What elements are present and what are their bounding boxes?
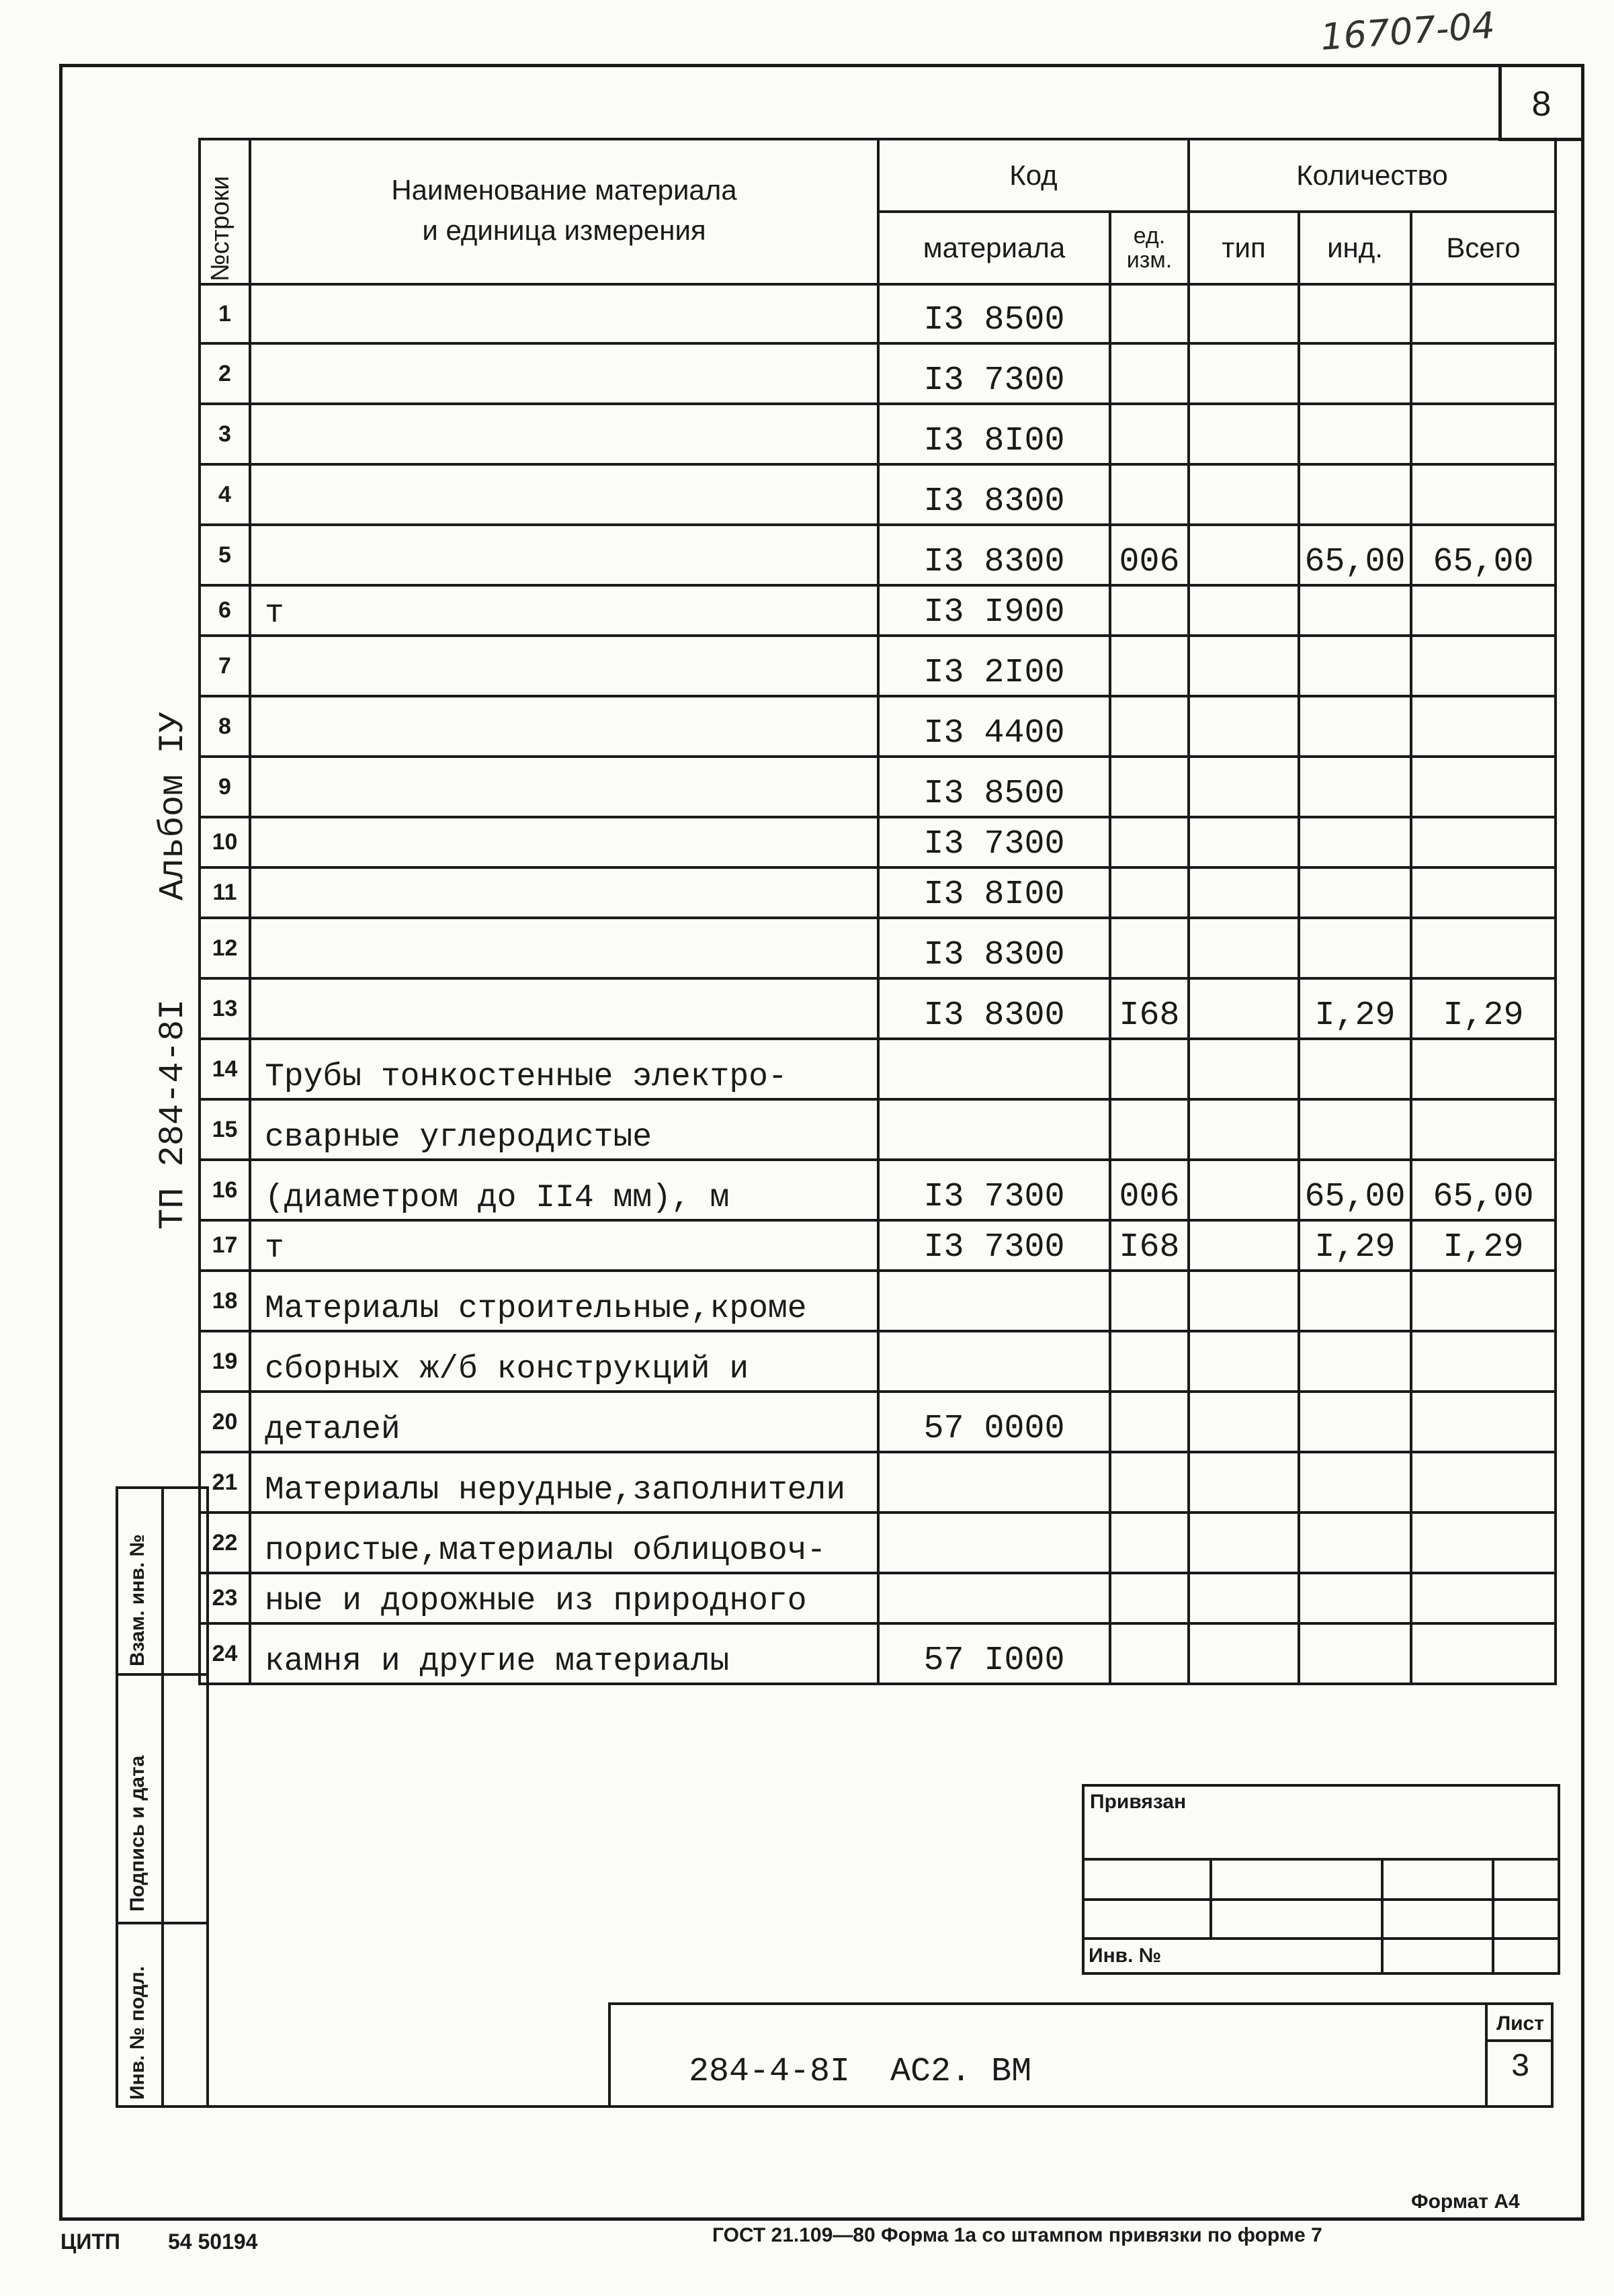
row-number: 24 xyxy=(200,1623,250,1684)
row-qty-ind xyxy=(1299,284,1411,343)
row-qty-ind xyxy=(1299,757,1411,817)
row-name: т xyxy=(250,1220,878,1271)
table-row xyxy=(200,1331,1556,1392)
row-code-material xyxy=(878,1452,1110,1513)
row-qty-type xyxy=(1189,1099,1299,1160)
row-qty-type xyxy=(1189,284,1299,343)
row-name: сварные углеродистые xyxy=(250,1099,878,1160)
row-name: ные и дорожные из природного xyxy=(250,1573,878,1623)
row-code-unit xyxy=(1110,1271,1189,1331)
row-code-unit xyxy=(1110,918,1189,978)
footer-org: ЦИТП xyxy=(60,2229,120,2254)
table-row xyxy=(200,585,1556,636)
binding-stamp xyxy=(1082,1784,1560,1975)
header-code: Код xyxy=(878,139,1189,212)
row-qty-ind: I,29 xyxy=(1299,978,1411,1039)
header-code-material: материала xyxy=(878,212,1110,284)
row-number: 3 xyxy=(200,404,250,464)
row-number: 6 xyxy=(200,585,250,636)
row-qty-type xyxy=(1189,404,1299,464)
row-qty-total xyxy=(1411,1099,1556,1160)
row-code-unit xyxy=(1110,1623,1189,1684)
row-code-material xyxy=(878,1039,1110,1099)
row-qty-type xyxy=(1189,464,1299,525)
row-name xyxy=(250,918,878,978)
row-qty-total xyxy=(1411,817,1556,867)
margin-vzam-inv: Взам. инв. № xyxy=(126,1534,148,1666)
row-qty-total xyxy=(1411,918,1556,978)
row-number: 14 xyxy=(200,1039,250,1099)
row-qty-ind: 65,00 xyxy=(1299,525,1411,585)
row-qty-type xyxy=(1189,978,1299,1039)
footer-org-code: 54 50194 xyxy=(168,2229,258,2254)
row-code-unit xyxy=(1110,585,1189,636)
row-qty-total xyxy=(1411,284,1556,343)
table-row xyxy=(200,343,1556,404)
row-code-material xyxy=(878,1099,1110,1160)
row-number: 1 xyxy=(200,284,250,343)
row-qty-total xyxy=(1411,1623,1556,1684)
row-number: 11 xyxy=(200,867,250,918)
row-number: 17 xyxy=(200,1220,250,1271)
row-code-material: I3 8300 xyxy=(878,525,1110,585)
header-name xyxy=(250,139,878,284)
row-number: 15 xyxy=(200,1099,250,1160)
row-code-material: 57 0000 xyxy=(878,1392,1110,1452)
table-row xyxy=(200,1623,1556,1684)
row-code-material: I3 7300 xyxy=(878,343,1110,404)
row-name: т xyxy=(250,585,878,636)
row-code-material: I3 I900 xyxy=(878,585,1110,636)
table-row xyxy=(200,1271,1556,1331)
page-box-number: 8 xyxy=(1531,85,1552,124)
row-code-unit xyxy=(1110,1099,1189,1160)
row-qty-total xyxy=(1411,757,1556,817)
row-name xyxy=(250,867,878,918)
row-number: 2 xyxy=(200,343,250,404)
row-number: 9 xyxy=(200,757,250,817)
row-name xyxy=(250,464,878,525)
row-name xyxy=(250,284,878,343)
row-qty-type xyxy=(1189,585,1299,636)
stamp-inv-no: Инв. № xyxy=(1083,1939,1382,1973)
row-code-unit: 006 xyxy=(1110,525,1189,585)
row-number: 7 xyxy=(200,636,250,696)
table-row xyxy=(200,464,1556,525)
row-qty-ind xyxy=(1299,867,1411,918)
row-qty-ind xyxy=(1299,636,1411,696)
row-qty-total: I,29 xyxy=(1411,978,1556,1039)
row-qty-ind xyxy=(1299,1392,1411,1452)
row-code-unit xyxy=(1110,1573,1189,1623)
row-qty-type xyxy=(1189,867,1299,918)
side-label-tp: ТП 284-4-8I xyxy=(153,998,193,1230)
row-qty-ind xyxy=(1299,1513,1411,1573)
row-number: 21 xyxy=(200,1452,250,1513)
row-qty-type xyxy=(1189,1220,1299,1271)
table-row xyxy=(200,1573,1556,1623)
table-row xyxy=(200,284,1556,343)
row-code-unit xyxy=(1110,464,1189,525)
row-code-unit xyxy=(1110,636,1189,696)
row-qty-total: 65,00 xyxy=(1411,1160,1556,1220)
table-row xyxy=(200,1392,1556,1452)
row-code-unit xyxy=(1110,817,1189,867)
row-qty-ind xyxy=(1299,343,1411,404)
table-row xyxy=(200,978,1556,1039)
title-list-value: 3 xyxy=(1511,2049,1530,2086)
row-code-unit xyxy=(1110,284,1189,343)
title-list-label: Лист xyxy=(1496,2012,1544,2035)
header-qty-ind: инд. xyxy=(1299,212,1411,284)
table-row xyxy=(200,636,1556,696)
row-qty-total xyxy=(1411,1271,1556,1331)
row-code-material: I3 8500 xyxy=(878,284,1110,343)
row-qty-type xyxy=(1189,1573,1299,1623)
row-qty-ind xyxy=(1299,1271,1411,1331)
header-qty-total: Всего xyxy=(1411,212,1556,284)
row-number: 23 xyxy=(200,1573,250,1623)
row-qty-total xyxy=(1411,636,1556,696)
row-name: Трубы тонкостенные электро- xyxy=(250,1039,878,1099)
row-qty-ind xyxy=(1299,1623,1411,1684)
row-number: 22 xyxy=(200,1513,250,1573)
row-qty-type xyxy=(1189,343,1299,404)
archive-number: 16707-04 xyxy=(1319,4,1496,58)
bottom-frame-left xyxy=(206,1486,209,2108)
row-code-unit xyxy=(1110,1392,1189,1452)
row-code-material xyxy=(878,1573,1110,1623)
row-qty-total xyxy=(1411,1513,1556,1573)
table-row xyxy=(200,1039,1556,1099)
row-number: 8 xyxy=(200,696,250,757)
table-row xyxy=(200,404,1556,464)
row-qty-ind: 65,00 xyxy=(1299,1160,1411,1220)
row-qty-total xyxy=(1411,1392,1556,1452)
row-code-material: I3 7300 xyxy=(878,817,1110,867)
header-row-no: №строки xyxy=(200,139,250,284)
row-qty-type xyxy=(1189,1392,1299,1452)
row-qty-type xyxy=(1189,817,1299,867)
row-name xyxy=(250,696,878,757)
row-qty-total xyxy=(1411,867,1556,918)
table-row xyxy=(200,525,1556,585)
row-code-material: I3 8I00 xyxy=(878,867,1110,918)
table-row xyxy=(200,1452,1556,1513)
row-qty-total xyxy=(1411,343,1556,404)
row-qty-total: I,29 xyxy=(1411,1220,1556,1271)
row-code-unit xyxy=(1110,867,1189,918)
row-code-material: I3 8I00 xyxy=(878,404,1110,464)
row-qty-ind xyxy=(1299,464,1411,525)
row-qty-total xyxy=(1411,1331,1556,1392)
row-code-unit xyxy=(1110,343,1189,404)
row-name xyxy=(250,343,878,404)
table-row xyxy=(200,817,1556,867)
row-qty-ind xyxy=(1299,1331,1411,1392)
row-name xyxy=(250,525,878,585)
table-row xyxy=(200,696,1556,757)
table-row xyxy=(200,1160,1556,1220)
row-code-unit: I68 xyxy=(1110,1220,1189,1271)
stamp-privyazan: Привязан xyxy=(1083,1785,1559,1859)
header-name-line1: Наименование материала xyxy=(391,174,737,206)
row-name: (диаметром до II4 мм), м xyxy=(250,1160,878,1220)
margin-divider-v xyxy=(161,1486,164,2108)
row-qty-total xyxy=(1411,1039,1556,1099)
row-qty-ind xyxy=(1299,1099,1411,1160)
table-row xyxy=(200,757,1556,817)
row-qty-total xyxy=(1411,464,1556,525)
row-code-material: I3 7300 xyxy=(878,1220,1110,1271)
row-code-material: I3 8300 xyxy=(878,978,1110,1039)
row-code-material: I3 8300 xyxy=(878,918,1110,978)
row-code-material: I3 2I00 xyxy=(878,636,1110,696)
row-code-unit xyxy=(1110,1039,1189,1099)
row-qty-ind xyxy=(1299,585,1411,636)
header-qty: Количество xyxy=(1189,139,1556,212)
row-qty-total: 65,00 xyxy=(1411,525,1556,585)
row-name: сборных ж/б конструкций и xyxy=(250,1331,878,1392)
row-name xyxy=(250,978,878,1039)
header-name-line2: и единица измерения xyxy=(422,214,706,246)
row-qty-type xyxy=(1189,696,1299,757)
row-code-unit: 006 xyxy=(1110,1160,1189,1220)
row-qty-total xyxy=(1411,1573,1556,1623)
table-row xyxy=(200,867,1556,918)
header-code-unit: ед. изм. xyxy=(1110,212,1189,284)
row-name xyxy=(250,404,878,464)
row-qty-ind xyxy=(1299,918,1411,978)
row-name: камня и другие материалы xyxy=(250,1623,878,1684)
row-qty-type xyxy=(1189,636,1299,696)
row-code-material xyxy=(878,1331,1110,1392)
row-qty-type xyxy=(1189,918,1299,978)
footer-gost: ГОСТ 21.109—80 Форма 1а со штампом привязки по форме 7 xyxy=(712,2224,1322,2246)
row-code-material xyxy=(878,1271,1110,1331)
row-number: 5 xyxy=(200,525,250,585)
title-list-divider xyxy=(1485,2039,1554,2042)
row-code-material: 57 I000 xyxy=(878,1623,1110,1684)
row-qty-type xyxy=(1189,1452,1299,1513)
row-qty-type xyxy=(1189,1271,1299,1331)
row-qty-ind: I,29 xyxy=(1299,1220,1411,1271)
row-code-material: I3 7300 xyxy=(878,1160,1110,1220)
row-qty-total xyxy=(1411,404,1556,464)
row-name: Материалы нерудные,заполнители xyxy=(250,1452,878,1513)
row-qty-total xyxy=(1411,696,1556,757)
row-code-unit xyxy=(1110,1331,1189,1392)
row-code-unit xyxy=(1110,696,1189,757)
row-qty-type xyxy=(1189,1160,1299,1220)
row-qty-ind xyxy=(1299,696,1411,757)
title-designation: 284-4-8I АС2. ВМ xyxy=(689,2053,1032,2091)
table-row xyxy=(200,1099,1556,1160)
table-row xyxy=(200,1513,1556,1573)
row-code-unit xyxy=(1110,404,1189,464)
margin-inv-podl: Инв. № подл. xyxy=(126,1965,148,2100)
row-name: Материалы строительные,кроме xyxy=(250,1271,878,1331)
row-qty-ind xyxy=(1299,1452,1411,1513)
row-qty-type xyxy=(1189,1623,1299,1684)
row-name: пористые,материалы облицовоч- xyxy=(250,1513,878,1573)
row-number: 10 xyxy=(200,817,250,867)
row-code-material: I3 4400 xyxy=(878,696,1110,757)
margin-podpis: Подпись и дата xyxy=(126,1755,148,1912)
row-code-unit xyxy=(1110,757,1189,817)
row-name xyxy=(250,757,878,817)
row-code-unit xyxy=(1110,1513,1189,1573)
row-number: 19 xyxy=(200,1331,250,1392)
row-qty-type xyxy=(1189,1513,1299,1573)
row-qty-type xyxy=(1189,525,1299,585)
footer-format: Формат А4 xyxy=(1411,2191,1520,2213)
row-qty-type xyxy=(1189,1039,1299,1099)
row-name: деталей xyxy=(250,1392,878,1452)
row-number: 20 xyxy=(200,1392,250,1452)
row-qty-ind xyxy=(1299,404,1411,464)
row-code-material: I3 8500 xyxy=(878,757,1110,817)
header-qty-type: тип xyxy=(1189,212,1299,284)
side-label-album: Альбом IУ xyxy=(153,712,193,900)
row-number: 16 xyxy=(200,1160,250,1220)
table-row xyxy=(200,918,1556,978)
row-qty-total xyxy=(1411,1452,1556,1513)
table-row xyxy=(200,1220,1556,1271)
row-qty-ind xyxy=(1299,1573,1411,1623)
row-code-unit xyxy=(1110,1452,1189,1513)
row-qty-ind xyxy=(1299,817,1411,867)
row-code-unit: I68 xyxy=(1110,978,1189,1039)
row-number: 12 xyxy=(200,918,250,978)
row-number: 4 xyxy=(200,464,250,525)
material-spec-table xyxy=(198,138,1557,1685)
row-qty-total xyxy=(1411,585,1556,636)
row-code-material xyxy=(878,1513,1110,1573)
row-code-material: I3 8300 xyxy=(878,464,1110,525)
row-number: 18 xyxy=(200,1271,250,1331)
row-qty-type xyxy=(1189,1331,1299,1392)
row-qty-type xyxy=(1189,757,1299,817)
row-name xyxy=(250,636,878,696)
row-qty-ind xyxy=(1299,1039,1411,1099)
row-name xyxy=(250,817,878,867)
row-number: 13 xyxy=(200,978,250,1039)
